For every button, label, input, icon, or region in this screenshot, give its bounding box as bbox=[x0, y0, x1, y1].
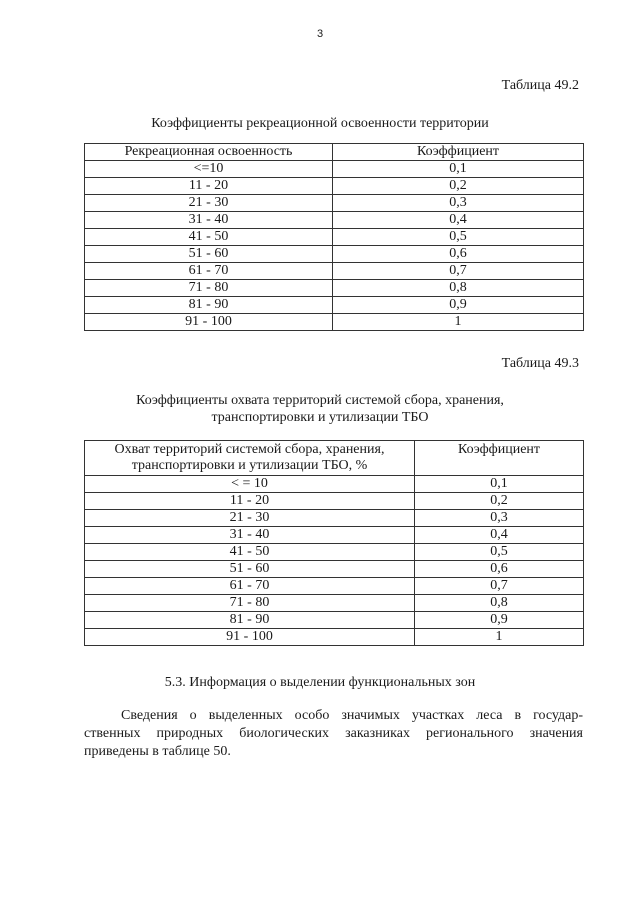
table-row bbox=[85, 314, 584, 331]
table-row bbox=[85, 527, 584, 544]
range-cell: 11 - 20 bbox=[85, 178, 333, 195]
table-row bbox=[85, 263, 584, 280]
range-cell: 81 - 90 bbox=[85, 612, 415, 629]
coefficient-cell: 0,3 bbox=[415, 510, 584, 527]
table-49-2-caption: Коэффициенты рекреационной освоенности территории bbox=[151, 116, 489, 131]
range-cell: 81 - 90 bbox=[85, 297, 333, 314]
coefficient-cell: 0,7 bbox=[415, 578, 584, 595]
range-cell: 51 - 60 bbox=[85, 246, 333, 263]
column-header-coverage bbox=[85, 441, 415, 476]
coefficient-cell: 0,8 bbox=[415, 595, 584, 612]
section-paragraph bbox=[84, 707, 583, 761]
coefficient-cell: 0,4 bbox=[333, 212, 584, 229]
range-cell: 61 - 70 bbox=[85, 263, 333, 280]
table-row bbox=[85, 612, 584, 629]
coefficient-cell: 0,7 bbox=[333, 263, 584, 280]
paragraph-line: ственных природных биологических заказниках регионального значения bbox=[84, 726, 583, 741]
range-cell: 91 - 100 bbox=[85, 629, 415, 646]
table-row bbox=[85, 595, 584, 612]
table-row bbox=[85, 629, 584, 646]
table-body bbox=[85, 161, 584, 331]
header-line: Охват территорий системой сбора, хранения, bbox=[114, 442, 385, 457]
coefficient-cell: 0,6 bbox=[333, 246, 584, 263]
coefficient-cell: 0,2 bbox=[333, 178, 584, 195]
coefficient-cell: 0,1 bbox=[415, 476, 584, 493]
coefficient-cell: 0,2 bbox=[415, 493, 584, 510]
waste-coverage-coefficient-table bbox=[84, 440, 584, 646]
table-body bbox=[85, 476, 584, 646]
column-header-recreation: Рекреационная освоенность bbox=[85, 144, 333, 161]
table-row bbox=[85, 280, 584, 297]
coefficient-cell: 1 bbox=[333, 314, 584, 331]
range-cell: 71 - 80 bbox=[85, 280, 333, 297]
header-line: транспортировки и утилизации ТБО, % bbox=[131, 458, 368, 473]
table-row bbox=[85, 493, 584, 510]
table-row bbox=[85, 195, 584, 212]
caption-line: Коэффициенты охвата территорий системой сбора, хранения, bbox=[136, 393, 504, 408]
column-header-coefficient: Коэффициент bbox=[333, 144, 584, 161]
table-row bbox=[85, 212, 584, 229]
range-cell: < = 10 bbox=[85, 476, 415, 493]
range-cell: 41 - 50 bbox=[85, 544, 415, 561]
paragraph-line: приведены в таблице 50. bbox=[84, 744, 231, 759]
recreation-coefficient-table bbox=[84, 143, 584, 331]
table-row bbox=[85, 476, 584, 493]
table-row bbox=[85, 578, 584, 595]
table-row bbox=[85, 510, 584, 527]
coefficient-cell: 0,8 bbox=[333, 280, 584, 297]
coefficient-cell: 0,6 bbox=[415, 561, 584, 578]
range-cell: 71 - 80 bbox=[85, 595, 415, 612]
coefficient-cell: 0,3 bbox=[333, 195, 584, 212]
table-49-3-caption bbox=[0, 392, 640, 426]
range-cell: 21 - 30 bbox=[85, 195, 333, 212]
table-row bbox=[85, 178, 584, 195]
coefficient-cell: 1 bbox=[415, 629, 584, 646]
coefficient-cell: 0,5 bbox=[333, 229, 584, 246]
table-row bbox=[85, 161, 584, 178]
table-49-2-label: Таблица 49.2 bbox=[501, 78, 579, 93]
range-cell: 21 - 30 bbox=[85, 510, 415, 527]
table-row bbox=[85, 297, 584, 314]
section-title: 5.3. Информация о выделении функциональных зон bbox=[164, 675, 476, 690]
range-cell: 61 - 70 bbox=[85, 578, 415, 595]
coefficient-cell: 0,4 bbox=[415, 527, 584, 544]
coefficient-cell: 0,9 bbox=[415, 612, 584, 629]
coefficient-cell: 0,1 bbox=[333, 161, 584, 178]
range-cell: 31 - 40 bbox=[85, 527, 415, 544]
page-number: 3 bbox=[316, 28, 324, 40]
caption-line: транспортировки и утилизации ТБО bbox=[211, 410, 429, 425]
table-header-row bbox=[85, 441, 584, 476]
range-cell: 31 - 40 bbox=[85, 212, 333, 229]
paragraph-line: Сведения о выделенных особо значимых участках леса в государ- bbox=[121, 708, 583, 723]
table-row bbox=[85, 561, 584, 578]
range-cell: 11 - 20 bbox=[85, 493, 415, 510]
table-row bbox=[85, 544, 584, 561]
range-cell: 41 - 50 bbox=[85, 229, 333, 246]
coefficient-cell: 0,5 bbox=[415, 544, 584, 561]
table-row bbox=[85, 229, 584, 246]
column-header-coefficient: Коэффициент bbox=[415, 441, 584, 476]
range-cell: <=10 bbox=[85, 161, 333, 178]
range-cell: 51 - 60 bbox=[85, 561, 415, 578]
table-row bbox=[85, 246, 584, 263]
range-cell: 91 - 100 bbox=[85, 314, 333, 331]
table-49-3-label: Таблица 49.3 bbox=[501, 356, 579, 371]
table-header-row bbox=[85, 144, 584, 161]
coefficient-cell: 0,9 bbox=[333, 297, 584, 314]
